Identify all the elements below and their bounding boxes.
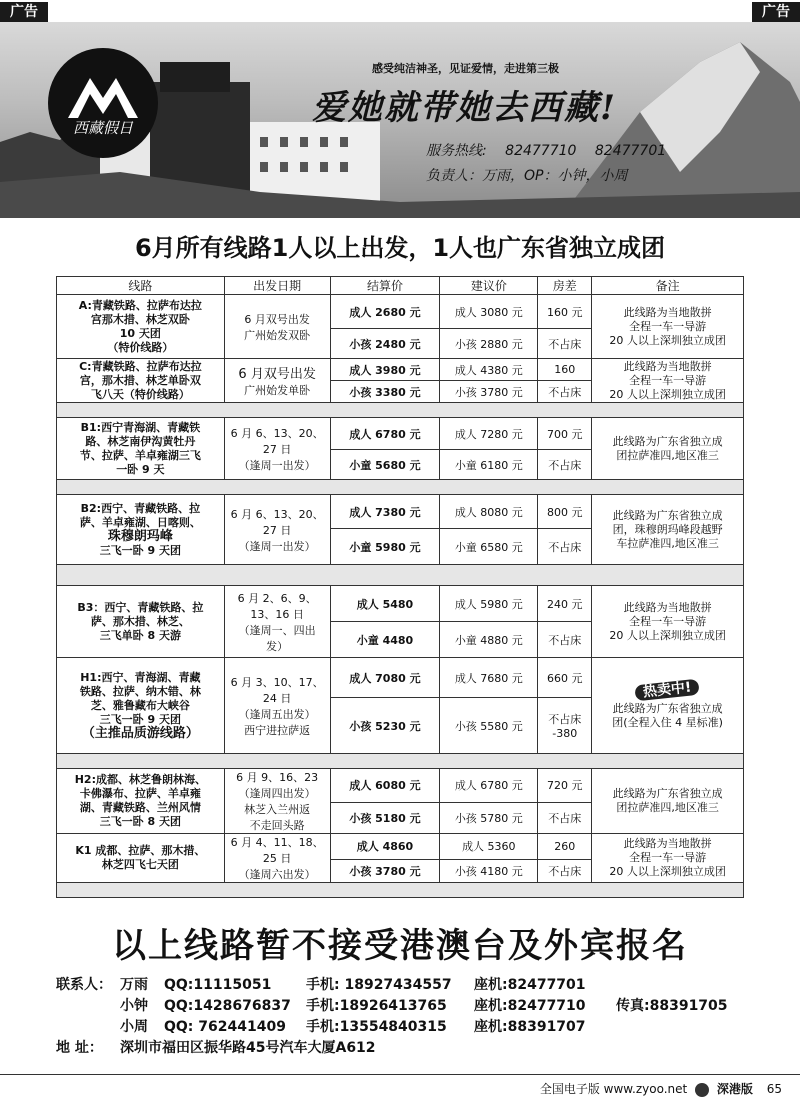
note-cell: 此线路为广东省独立成 团拉萨准四,地区准三 <box>592 418 744 480</box>
settle-child: 小童 4480 <box>330 622 440 658</box>
suggest-child: 小孩 3780 元 <box>440 381 538 403</box>
room-diff: 700 元 <box>538 418 592 450</box>
hot-sale-badge: 热卖中! <box>635 678 701 701</box>
date-cell: 6 月 4、11、18、 25 日 （逢周六出发） <box>224 834 330 883</box>
contact-row: 联系人： 万雨 QQ:11115051 手机: 18927434557 座机:82477701 <box>56 977 586 993</box>
note-cell: 此线路为当地散拼 全程一车一导游 20 人以上深圳独立成团 <box>592 586 744 658</box>
table-spacer <box>57 565 744 586</box>
table-header-row <box>57 277 744 295</box>
room-diff: 不占床 <box>538 450 592 480</box>
suggest-child: 小童 6580 元 <box>440 529 538 565</box>
logo <box>48 48 158 158</box>
suggest-child: 小孩 2880 元 <box>440 329 538 359</box>
table-spacer <box>57 403 744 418</box>
routes-table <box>56 276 744 898</box>
header-route: 线路 <box>57 277 225 295</box>
room-diff: 不占床 <box>538 802 592 833</box>
address-row: 地 址： 深圳市福田区振华路45号汽车大厦A612 <box>56 1040 376 1056</box>
ad-label-left: 广告 <box>0 2 48 22</box>
table-spacer <box>57 883 744 898</box>
suggest-child: 小孩 5780 元 <box>440 802 538 833</box>
slogan-small: 感受纯洁神圣，见证爱情，走进第三极 <box>372 62 559 75</box>
responsible-contacts: 负责人：万雨，OP：小钟，小周 <box>426 168 628 184</box>
header-suggest-price: 建议价 <box>440 277 538 295</box>
settle-adult: 成人 7380 元 <box>330 495 440 529</box>
date-cell: 6 月 2、6、9、 13、16 日 （逢周一、四出 发） <box>224 586 330 658</box>
notice: 以上线路暂不接受港澳台及外宾报名 <box>112 926 688 966</box>
settle-adult: 成人 7080 元 <box>330 658 440 698</box>
contact-row: 小钟 QQ:1428676837 手机:18926413765 座机:82477710 传真:88391705 <box>120 998 728 1014</box>
room-diff: 不占床 -380 <box>538 698 592 754</box>
ad-label-right: 广告 <box>752 2 800 22</box>
suggest-adult: 成人 5980 元 <box>440 586 538 622</box>
footer-region: 深港版 <box>716 1082 753 1096</box>
table-spacer <box>57 480 744 495</box>
contacts <box>56 975 728 1059</box>
room-diff: 240 元 <box>538 586 592 622</box>
header-note: 备注 <box>592 277 744 295</box>
note-cell: 此线路为当地散拼 全程一车一导游 20 人以上深圳独立成团 <box>592 295 744 359</box>
settle-adult: 成人 3980 元 <box>330 359 440 381</box>
header-settle-price: 结算价 <box>330 277 440 295</box>
suggest-adult: 成人 7280 元 <box>440 418 538 450</box>
settle-child: 小孩 5180 元 <box>330 802 440 833</box>
date-cell: 6 月双号出发 广州始发单卧 <box>224 359 330 403</box>
room-diff: 160 <box>538 359 592 381</box>
date-cell: 6 月 9、16、23 （逢周四出发） 林芝入兰州返 不走回头路 <box>224 769 330 834</box>
settle-adult: 成人 5480 <box>330 586 440 622</box>
note-cell: 此线路为当地散拼 全程一车一导游 20 人以上深圳独立成团 <box>592 834 744 883</box>
route-cell: K1 成都、拉萨、那木措、 林芝四飞七天团 <box>57 834 225 883</box>
note-cell: 此线路为广东省独立成 团拉萨准四,地区准三 <box>592 769 744 834</box>
settle-child: 小童 5680 元 <box>330 450 440 480</box>
suggest-child: 小童 4880 元 <box>440 622 538 658</box>
table-row <box>57 586 744 622</box>
header-room-diff: 房差 <box>538 277 592 295</box>
room-diff: 不占床 <box>538 622 592 658</box>
note-cell: 此线路为当地散拼 全程一车一导游 20 人以上深圳独立成团 <box>592 359 744 403</box>
zyoo-badge-icon <box>695 1083 709 1097</box>
route-cell: C:青藏铁路、拉萨布达拉 宫，那木措、林芝单卧双 飞八天（特价线路） <box>57 359 225 403</box>
date-cell: 6 月双号出发 广州始发双卧 <box>224 295 330 359</box>
hotline-label: 服务热线: <box>426 143 487 159</box>
headline: 6月所有线路1人以上出发，1人也广东省独立成团 <box>134 234 666 262</box>
suggest-adult: 成人 4380 元 <box>440 359 538 381</box>
room-diff: 不占床 <box>538 529 592 565</box>
footer-rule <box>0 1074 800 1075</box>
route-cell: A:青藏铁路、拉萨布达拉 宫那木措、林芝双卧 10 天团 （特价线路） <box>57 295 225 359</box>
settle-child: 小孩 3780 元 <box>330 859 440 882</box>
table-row <box>57 769 744 803</box>
footer <box>540 1080 782 1097</box>
settle-adult: 成人 6780 元 <box>330 418 440 450</box>
footer-url[interactable]: www.zyoo.net <box>603 1082 688 1096</box>
room-diff: 660 元 <box>538 658 592 698</box>
suggest-adult: 成人 5360 <box>440 834 538 860</box>
settle-adult: 成人 6080 元 <box>330 769 440 803</box>
hotline <box>426 140 680 160</box>
table-row <box>57 834 744 860</box>
date-cell: 6 月 6、13、20、 27 日 （逢周一出发） <box>224 495 330 565</box>
suggest-adult: 成人 3080 元 <box>440 295 538 329</box>
settle-adult: 成人 4860 <box>330 834 440 860</box>
room-diff: 不占床 <box>538 381 592 403</box>
table-row <box>57 359 744 381</box>
footer-edition: 全国电子版 <box>539 1082 600 1096</box>
route-cell: B3：西宁、青藏铁路、拉 萨、那木措、林芝、 三飞单卧 8 天游 <box>57 586 225 658</box>
mountain-logo-icon <box>48 48 158 158</box>
date-cell: 6 月 6、13、20、 27 日 （逢周一出发） <box>224 418 330 480</box>
settle-child: 小孩 2480 元 <box>330 329 440 359</box>
suggest-adult: 成人 7680 元 <box>440 658 538 698</box>
table-row <box>57 295 744 329</box>
date-cell: 6 月 3、10、17、 24 日 （逢周五出发） 西宁进拉萨返 <box>224 658 330 754</box>
hotline-number-2: 82477701 <box>594 143 667 159</box>
suggest-child: 小孩 5580 元 <box>440 698 538 754</box>
route-cell: H2:成都、林芝鲁朗林海、 卡佛瀑布、拉萨、羊卓雍 湖、青藏铁路、兰州风情 三飞一卧 8 天团 <box>57 769 225 834</box>
route-cell: B2:西宁、青藏铁路、拉 萨、羊卓雍湖、日喀则、 珠穆朗玛峰 三飞一卧 9 天团 <box>57 495 225 565</box>
hotline-number-1: 82477710 <box>505 143 577 159</box>
route-cell: B1:西宁青海湖、青藏铁 路、林芝南伊沟黄牡丹 节、拉萨、羊卓雍湖三飞 一卧 9 天 <box>57 418 225 480</box>
settle-child: 小童 5980 元 <box>330 529 440 565</box>
table-spacer <box>57 754 744 769</box>
header-date: 出发日期 <box>224 277 330 295</box>
note-cell: 此线路为广东省独立成 团，珠穆朗玛峰段越野 车拉萨准四,地区准三 <box>592 495 744 565</box>
slogan-big: 爱她就带她去西藏! <box>312 88 617 128</box>
room-diff: 260 <box>538 834 592 860</box>
table-row <box>57 418 744 450</box>
suggest-child: 小孩 4180 元 <box>440 859 538 882</box>
note-cell: 热卖中! 此线路为广东省独立成 团(全程入住 4 星标准) <box>592 658 744 754</box>
suggest-adult: 成人 8080 元 <box>440 495 538 529</box>
contact-row: 小周 QQ: 762441409 手机:13554840315 座机:88391707 <box>120 1019 586 1035</box>
suggest-child: 小童 6180 元 <box>440 450 538 480</box>
logo-name: 西藏假日 <box>72 119 133 137</box>
banner <box>0 22 800 218</box>
settle-child: 小孩 5230 元 <box>330 698 440 754</box>
room-diff: 不占床 <box>538 859 592 882</box>
settle-child: 小孩 3380 元 <box>330 381 440 403</box>
table-row <box>57 658 744 698</box>
suggest-adult: 成人 6780 元 <box>440 769 538 803</box>
table-row <box>57 495 744 529</box>
room-diff: 不占床 <box>538 329 592 359</box>
room-diff: 720 元 <box>538 769 592 803</box>
route-cell: H1:西宁、青海湖、青藏 铁路、拉萨、纳木错、林 芝、雅鲁藏布大峡谷 三飞一卧 9 天团 （主推品质游线路） <box>57 658 225 754</box>
room-diff: 800 元 <box>538 495 592 529</box>
settle-adult: 成人 2680 元 <box>330 295 440 329</box>
page-number: 65 <box>766 1082 782 1096</box>
room-diff: 160 元 <box>538 295 592 329</box>
